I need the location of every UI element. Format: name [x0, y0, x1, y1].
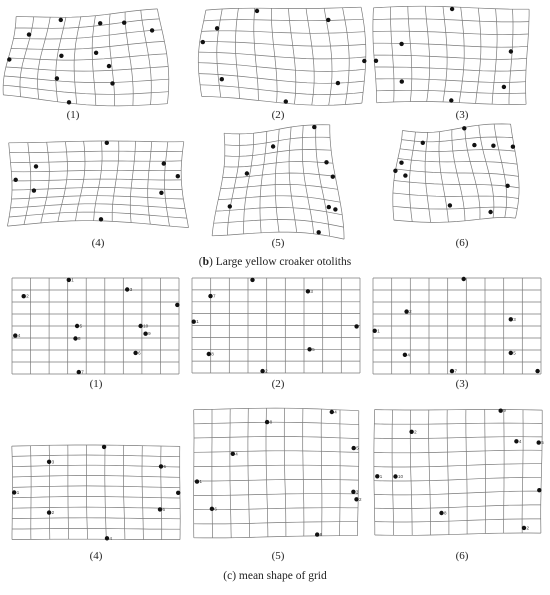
- label-b5: (5): [258, 237, 298, 249]
- c-panel-5-landmark-label: 1: [200, 479, 203, 484]
- b-panel-6-hline: [394, 181, 519, 188]
- c-panel-5-vline: [340, 410, 341, 536]
- c-panel-5-landmark-label: 6: [214, 506, 217, 511]
- b-panel-3-vline: [509, 9, 513, 104]
- b-panel-5-landmark: [331, 175, 335, 179]
- b-panel-4-vline: [7, 143, 12, 226]
- b-panel-3-landmark: [400, 79, 404, 83]
- c-panel-5-landmark-label: 3: [356, 489, 359, 494]
- b-panel-3-vline: [492, 9, 497, 104]
- b-panel-1-landmark: [122, 21, 126, 25]
- b-panel-2-vline: [306, 9, 314, 106]
- b-panel-5-hline: [221, 184, 338, 189]
- b-panel-5-landmark: [333, 207, 337, 211]
- b-panel-5-hline: [225, 150, 331, 157]
- c-panel-3-landmark: [535, 369, 539, 373]
- c-panel-6-landmark-label: 8: [444, 511, 447, 516]
- c-panel-6-landmark-label: 4: [519, 439, 522, 444]
- c-panel-5-hline: [194, 536, 358, 538]
- c-panel-5-vline: [230, 409, 231, 538]
- b-panel-3-hline: [376, 90, 525, 93]
- b-panel-3-landmark: [399, 42, 403, 46]
- c-panel-5-landmark-label: 2: [359, 497, 362, 502]
- c-panel-4-vline: [68, 445, 69, 539]
- c-panel-1-landmark-label: 6: [138, 350, 141, 355]
- c-panel-5-hline: [194, 422, 359, 425]
- b-panel-4-vline: [148, 142, 152, 225]
- b-panel-6-hline: [400, 149, 515, 152]
- b-panel-4-vline: [165, 142, 170, 226]
- b-panel-3-vline: [443, 7, 447, 102]
- c-panel-5-hline: [194, 451, 359, 453]
- b-panel-6-landmark: [462, 126, 466, 130]
- caption-b-text: Large yellow croaker otoliths: [213, 256, 351, 268]
- b-panel-2-landmark: [215, 26, 219, 30]
- c-panel-6-vline: [429, 410, 431, 535]
- c-panel-5-vline: [248, 408, 250, 537]
- b-panel-3-vline: [425, 6, 429, 101]
- b-panel-1-hline: [4, 76, 169, 83]
- label-b3: (3): [442, 109, 482, 121]
- b-panel-6-hline: [393, 206, 517, 209]
- c-panel-3-landmark-label: 2: [409, 309, 412, 314]
- caption-c: (c) mean shape of grid: [0, 570, 550, 582]
- b-panel-1-landmark: [27, 32, 31, 36]
- b-panel-1-landmark: [55, 76, 59, 80]
- b-panel-5-landmark: [327, 205, 331, 209]
- c-panel-5-hline: [194, 465, 359, 466]
- b-panel-6-hline: [398, 159, 517, 165]
- c-panel-1-landmark-label: 9: [148, 331, 151, 336]
- b-panel-4-landmark: [105, 141, 109, 145]
- b-panel-6-landmark: [511, 145, 515, 149]
- c-panel-4-hline: [12, 518, 180, 519]
- c-panel-4-hline: [12, 455, 180, 457]
- c-panel-6-landmark-label: 9: [503, 408, 506, 413]
- b-panel-4-hline: [11, 161, 182, 163]
- b-panel-6-landmark: [448, 203, 452, 207]
- c-panel-6-hline: [375, 505, 541, 509]
- b-panel-5-vline: [330, 125, 344, 239]
- c-panel-6-vline: [392, 410, 394, 535]
- c-panel-5-vline: [266, 408, 268, 537]
- c-panel-3-landmark-label: 4: [407, 352, 410, 357]
- b-panel-1-hline: [15, 19, 159, 28]
- c-panel-2-landmark: [250, 278, 254, 282]
- b-panel-5-vline: [260, 131, 267, 232]
- label-c1: (1): [76, 378, 116, 390]
- b-panel-2-vline: [271, 8, 277, 102]
- b-panel-6-landmark: [488, 210, 492, 214]
- c-panel-5-hline: [194, 437, 359, 439]
- b-panel-4-vline: [41, 142, 50, 223]
- c-panel-3-landmark-label: 5: [513, 350, 516, 355]
- label-c5: (5): [258, 550, 298, 562]
- c-panel-1-landmark-label: 4: [18, 333, 21, 338]
- label-b6: (6): [442, 237, 482, 249]
- b-panel-6-vline: [452, 130, 465, 221]
- b-panel-1-hline: [3, 85, 168, 94]
- b-panel-4-hline: [9, 212, 187, 218]
- b-panel-5-hline: [225, 137, 330, 145]
- label-b1: (1): [53, 109, 93, 121]
- b-panel-4-landmark: [99, 217, 103, 221]
- c-panel-6-hline: [374, 450, 542, 453]
- c-panel-5-vline: [303, 409, 304, 537]
- c-panel-4-hline: [13, 497, 181, 499]
- c-panel-4-vline: [123, 445, 125, 539]
- b-panel-5-vline: [289, 127, 297, 232]
- b-panel-5-hline: [214, 220, 344, 228]
- b-panel-4-vline: [130, 141, 135, 222]
- b-panel-6-landmark: [505, 184, 509, 188]
- c-panel-1-landmark-label: 7: [81, 370, 84, 375]
- c-panel-4-vline: [31, 446, 32, 540]
- b-panel-2-hline: [200, 85, 363, 95]
- b-panel-2-vline: [289, 9, 296, 105]
- b-panel-5-hline: [216, 207, 342, 214]
- c-panel-4-vline: [86, 445, 87, 539]
- b-panel-4-hline: [12, 179, 181, 181]
- c-panel-6-vline: [522, 410, 523, 533]
- c-panel-6-vline: [466, 410, 467, 534]
- c-panel-3-landmark: [462, 277, 466, 281]
- b-panel-4-landmark: [176, 174, 180, 178]
- b-panel-4-landmark: [14, 178, 18, 182]
- b-panel-5-vline: [227, 134, 239, 235]
- c-panel-4-vline: [49, 445, 50, 539]
- c-panel-5-landmark-label: 4: [235, 451, 238, 456]
- b-panel-6-hline: [393, 193, 519, 199]
- c-panel-1-landmark-label: 5: [80, 324, 83, 329]
- b-panel-2-hline: [198, 63, 365, 72]
- b-panel-6-vline: [479, 125, 494, 218]
- c-panel-6-vline: [485, 409, 486, 533]
- b-panel-1-landmark: [107, 64, 111, 68]
- c-panel-6-hline: [374, 423, 542, 424]
- label-c4: (4): [76, 550, 116, 562]
- b-panel-5-landmark: [312, 125, 316, 129]
- c-panel-5-hline: [194, 494, 359, 496]
- c-panel-4-vline: [105, 445, 107, 539]
- b-panel-1-vline: [109, 14, 114, 106]
- b-panel-1-hline: [16, 9, 157, 17]
- c-panel-4-hline: [12, 529, 180, 530]
- b-panel-1-hline: [11, 41, 164, 49]
- b-panel-1-vline: [20, 17, 34, 97]
- c-panel-5-hline: [194, 480, 359, 482]
- b-panel-2-vline: [324, 8, 332, 105]
- b-panel-2-hline: [199, 52, 366, 59]
- b-panel-3-hline: [375, 67, 526, 71]
- b-panel-2-hline: [204, 19, 364, 21]
- b-panel-1-vline: [157, 9, 168, 104]
- b-panel-6-vline: [494, 124, 507, 218]
- b-panel-1-landmark: [7, 57, 11, 61]
- c-panel-4-hline: [12, 507, 180, 508]
- b-panel-6-landmark: [403, 173, 407, 177]
- c-panel-2-landmark-label: 5: [312, 347, 315, 352]
- b-panel-2-hline: [206, 7, 361, 10]
- c-panel-2-landmark-label: 2: [265, 369, 268, 374]
- c-panel-6-landmark: [537, 488, 541, 492]
- b-panel-2-vline: [343, 8, 350, 105]
- c-panel-4-landmark-label: 4: [110, 536, 113, 541]
- c-panel-5-hline: [194, 522, 358, 524]
- b-panel-4-vline: [94, 141, 103, 221]
- c-panel-4-hline: [13, 486, 180, 488]
- c-panel-5-vline: [321, 409, 322, 536]
- c-panel-6-vline: [541, 410, 543, 533]
- b-panel-1-vline: [38, 17, 51, 99]
- c-panel-5-vline: [284, 408, 286, 536]
- b-panel-6-landmark: [399, 161, 403, 165]
- b-panel-2-landmark: [201, 40, 205, 44]
- b-panel-4-landmark: [162, 161, 166, 165]
- b-panel-1-landmark: [59, 54, 63, 58]
- b-panel-1-hline: [8, 54, 166, 60]
- label-c2: (2): [258, 378, 298, 390]
- b-panel-5-hline: [224, 162, 333, 168]
- caption-b-letter: b: [203, 256, 209, 268]
- c-panel-6-hline: [374, 437, 542, 439]
- b-panel-5-vline: [244, 133, 254, 234]
- b-panel-1-vline: [56, 17, 66, 102]
- b-panel-3-landmark: [502, 85, 506, 89]
- c-panel-5-landmark-label: 8: [270, 420, 273, 425]
- b-panel-6-vline: [511, 124, 519, 218]
- b-panel-2-landmark: [326, 18, 330, 22]
- b-panel-3-hline: [373, 19, 529, 22]
- b-panel-3-vline: [391, 7, 395, 102]
- b-panel-4-hline: [10, 151, 183, 153]
- b-panel-3-landmark: [449, 98, 453, 102]
- b-panel-3-hline: [376, 79, 526, 83]
- b-panel-3-hline: [373, 31, 529, 35]
- b-panel-4-vline: [76, 141, 86, 221]
- c-panel-6-hline: [374, 491, 541, 495]
- b-panel-5-vline: [302, 126, 313, 234]
- b-panel-5-landmark: [317, 230, 321, 234]
- b-panel-5-vline: [275, 129, 279, 232]
- c-panel-5-landmark-label: 4: [334, 410, 337, 415]
- c-panel-1-landmark-label: 3: [130, 287, 133, 292]
- c-panel-5-vline: [358, 411, 359, 536]
- c-panel-6-landmark-label: 10: [398, 474, 404, 479]
- b-panel-3-vline: [408, 6, 412, 101]
- c-panel-2-landmark-label: 7: [213, 294, 216, 299]
- b-panel-1-landmark: [67, 100, 71, 104]
- b-panel-5-landmark: [324, 160, 328, 164]
- b-panel-4-hline: [12, 196, 184, 199]
- b-panel-4-hline: [9, 141, 184, 143]
- b-panel-4-landmark: [159, 191, 163, 195]
- c-panel-6-landmark-label: 2: [414, 429, 417, 434]
- c-panel-6-hline: [375, 519, 541, 522]
- b-panel-2-hline: [202, 96, 362, 105]
- b-panel-1-landmark: [98, 21, 102, 25]
- b-panel-1-vline: [141, 10, 152, 105]
- b-panel-3-landmark: [374, 59, 378, 63]
- c-panel-5-vline: [212, 409, 213, 538]
- b-panel-4-vline: [24, 143, 31, 225]
- label-b4: (4): [78, 237, 118, 249]
- b-panel-3-landmark: [450, 7, 454, 11]
- b-panel-2-hline: [202, 31, 365, 34]
- c-panel-6-hline: [375, 533, 541, 535]
- c-panel-1-landmark-label: 2: [26, 294, 29, 299]
- b-panel-4-vline: [181, 142, 188, 228]
- b-panel-5-landmark: [271, 144, 275, 148]
- b-panel-1-vline: [92, 16, 96, 106]
- c-panel-6-vline: [504, 410, 505, 534]
- b-panel-2-landmark: [255, 9, 259, 13]
- b-panel-4-hline: [7, 221, 188, 228]
- b-panel-5-vline: [316, 125, 330, 236]
- b-panel-4-hline: [11, 170, 181, 172]
- c-panel-4-hline: [12, 465, 179, 467]
- c-panel-3-landmark-label: 1: [377, 328, 380, 333]
- b-panel-5-hline: [223, 173, 336, 178]
- c-panel-6-landmark-label: 1: [380, 474, 383, 479]
- caption-b: (b) Large yellow croaker otoliths: [0, 256, 550, 268]
- b-panel-3-vline: [459, 7, 464, 102]
- c-panel-6-vline: [410, 410, 412, 535]
- b-panel-2-landmark: [362, 59, 366, 63]
- b-panel-1-vline: [125, 12, 133, 106]
- b-panel-2-landmark: [220, 77, 224, 81]
- b-panel-4-hline: [12, 188, 182, 191]
- b-panel-4-landmark: [34, 164, 38, 168]
- c-panel-4-vline: [142, 446, 143, 540]
- c-panel-4-hline: [12, 445, 180, 446]
- b-panel-3-vline: [526, 9, 530, 104]
- c-panel-2-landmark: [354, 324, 358, 328]
- c-panel-1-landmark-label: 10: [143, 324, 149, 329]
- label-c3: (3): [442, 378, 482, 390]
- b-panel-6-landmark: [472, 143, 476, 147]
- b-panel-4-landmark: [32, 188, 36, 192]
- b-panel-5-landmark: [228, 204, 232, 208]
- b-panel-4-vline: [112, 141, 119, 221]
- b-panel-6-landmark: [491, 144, 495, 148]
- c-panel-2-landmark-label: 3: [310, 289, 313, 294]
- c-panel-4-landmark: [102, 445, 106, 449]
- b-panel-1-vline: [3, 17, 16, 95]
- b-panel-3-vline: [476, 8, 481, 103]
- c-panel-4-vline: [161, 446, 162, 539]
- b-panel-5-landmark: [245, 171, 249, 175]
- b-panel-6-hline: [396, 169, 519, 176]
- b-panel-3-hline: [374, 55, 527, 59]
- c-panel-6-hline: [374, 464, 542, 467]
- c-panel-6-vline: [374, 410, 375, 535]
- c-panel-5-landmark-label: 5: [356, 446, 359, 451]
- b-panel-2-landmark: [284, 99, 288, 103]
- b-panel-2-vline: [198, 10, 206, 96]
- b-panel-6-landmark: [421, 141, 425, 145]
- b-panel-1-landmark: [150, 28, 154, 32]
- b-panel-5-hline: [218, 196, 340, 202]
- b-panel-3-landmark: [509, 49, 513, 53]
- c-panel-5-hline: [194, 508, 358, 510]
- c-panel-6-hline: [375, 409, 543, 410]
- b-panel-2-vline: [254, 8, 259, 100]
- c-panel-5-landmark-label: 8: [320, 532, 323, 537]
- c-panel-2-landmark-label: 1: [196, 319, 199, 324]
- b-panel-2-hline: [200, 42, 366, 47]
- b-panel-5-vline: [212, 133, 225, 236]
- c-panel-1-landmark-label: 8: [78, 336, 81, 341]
- c-panel-4-landmark-label: 5: [164, 464, 167, 469]
- c-panel-4-landmark-label: 1: [17, 490, 20, 495]
- c-panel-2-landmark-label: 8: [211, 352, 214, 357]
- c-panel-3-landmark-label: 7: [455, 369, 458, 374]
- b-panel-4-vline: [58, 142, 68, 222]
- c-panel-1-landmark: [175, 303, 179, 307]
- c-panel-6-landmark-label: 5: [541, 440, 544, 445]
- c-panel-4-landmark: [176, 491, 180, 495]
- b-panel-2-landmark: [336, 81, 340, 85]
- c-panel-4-hline: [13, 476, 180, 478]
- label-c6: (6): [442, 550, 482, 562]
- b-panel-4-hline: [11, 204, 186, 209]
- b-panel-1-hline: [14, 30, 162, 39]
- c-panel-6-landmark-label: 2: [527, 525, 530, 530]
- c-panel-6-vline: [447, 410, 449, 535]
- b-panel-1-landmark: [94, 51, 98, 55]
- b-panel-1-hline: [6, 67, 168, 72]
- c-panel-3-landmark-label: 3: [513, 317, 516, 322]
- c-panel-1-landmark-label: 1: [71, 277, 74, 282]
- label-b2: (2): [258, 109, 298, 121]
- c-panel-4-landmark-label: 2: [52, 510, 55, 515]
- c-panel-4-landmark-label: 3: [52, 459, 55, 464]
- b-panel-1-hline: [3, 95, 167, 106]
- b-panel-6-landmark: [393, 169, 397, 173]
- b-panel-1-landmark: [110, 81, 114, 85]
- c-panel-4-landmark-label: 6: [163, 507, 166, 512]
- b-panel-3-hline: [373, 43, 527, 47]
- b-panel-6-vline: [439, 132, 448, 222]
- b-panel-2-vline: [361, 7, 366, 103]
- b-panel-1-landmark: [59, 18, 63, 22]
